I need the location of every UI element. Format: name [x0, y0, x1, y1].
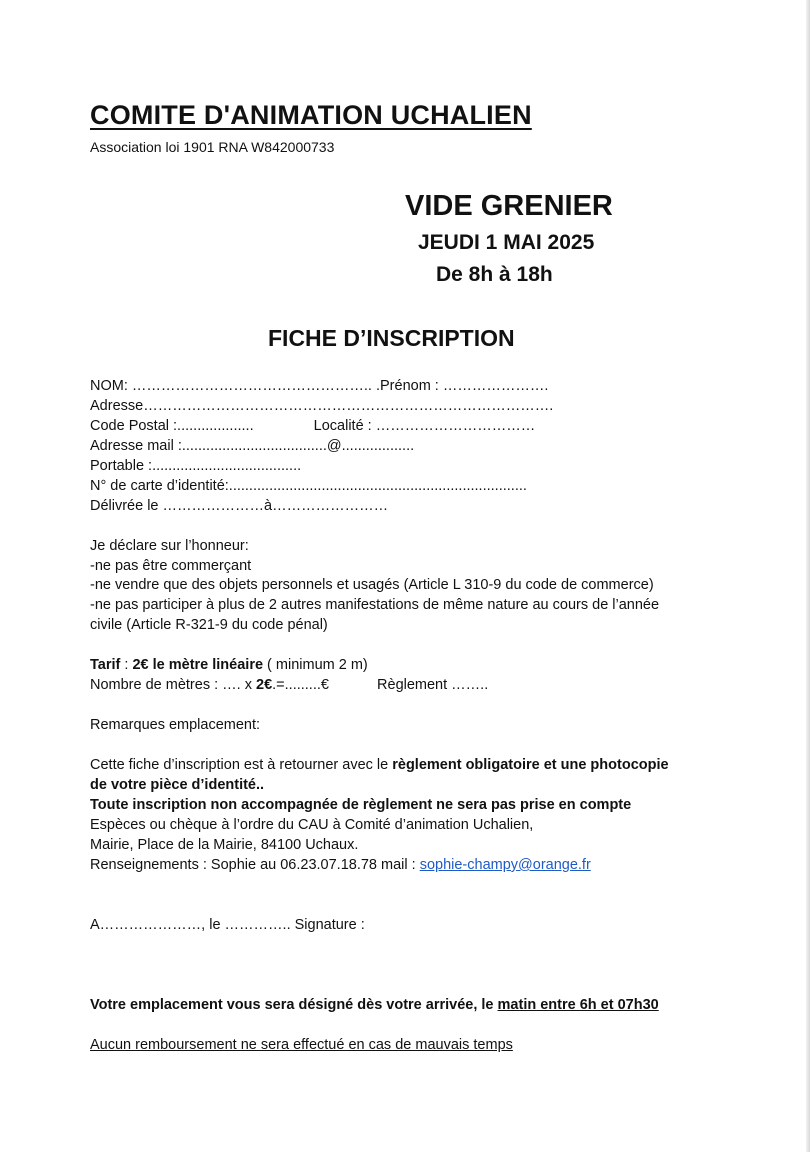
- field-localite-label: Localité : ……………………………: [313, 418, 536, 434]
- info-line-bold: de votre pièce d’identité..: [90, 777, 265, 793]
- info-contact-text: Renseignements : Sophie au 06.23.07.18.78 mail :: [90, 857, 420, 873]
- metres-label: Nombre de mètres : …. x: [90, 677, 256, 693]
- field-adresse: Adresse………………………………………………………………………….: [90, 398, 554, 414]
- field-delivree: Délivrée le …………………à……………………: [90, 498, 389, 514]
- field-carte-identite: N° de carte d’identité:..........................................................................: [90, 478, 527, 494]
- footer-notice: [90, 995, 659, 1015]
- event-hours: De 8h à 18h: [436, 263, 553, 286]
- info-payment: Espèces ou chèque à l’ordre du CAU à Comité d’animation Uchalien,: [90, 817, 534, 833]
- tarif-price: 2€ le mètre linéaire: [132, 657, 264, 673]
- info-address: Mairie, Place de la Mairie, 84100 Uchaux.: [90, 837, 359, 853]
- email-link[interactable]: sophie-champy@orange.fr: [419, 857, 591, 873]
- footer-notice-text: Votre emplacement vous sera désigné dès votre arrivée, le: [90, 997, 498, 1013]
- tarif-sep: :: [120, 657, 133, 673]
- form-title: FICHE D’INSCRIPTION: [268, 325, 515, 351]
- metres-price: 2€: [256, 677, 273, 693]
- tarif-label: Tarif: [90, 657, 121, 673]
- field-portable: Portable :.....................................: [90, 458, 302, 474]
- reglement-label: Règlement ……..: [377, 677, 489, 693]
- field-code-postal-label: Code Postal :...................: [90, 418, 254, 434]
- info-warning: Toute inscription non accompagnée de règlement ne sera pas prise en compte: [90, 797, 632, 813]
- association-title: COMITE D'ANIMATION UCHALIEN: [90, 100, 532, 130]
- declaration-item: -ne pas participer à plus de 2 autres manifestations de même nature au cours de l’année: [90, 597, 660, 613]
- metres-line: [90, 675, 488, 695]
- info-line: [90, 755, 669, 775]
- page-edge: [806, 0, 810, 1152]
- info-contact: [90, 855, 591, 875]
- declaration-item-continued: civile (Article R-321-9 du code pénal): [90, 617, 328, 633]
- event-date: JEUDI 1 MAI 2025: [418, 231, 595, 254]
- declaration-item: -ne vendre que des objets personnels et usagés (Article L 310-9 du code de commerce): [90, 577, 654, 593]
- event-title: VIDE GRENIER: [405, 190, 613, 222]
- field-email: Adresse mail :....................................@..................: [90, 438, 415, 454]
- tarif-minimum: ( minimum 2 m): [263, 657, 368, 673]
- field-nom-prenom: NOM: ………………………………………….. .Prénom : ………………….: [90, 378, 549, 394]
- footer-refund: Aucun remboursement ne sera effectué en cas de mauvais temps: [90, 1037, 513, 1053]
- declaration-item: -ne pas être commerçant: [90, 558, 252, 574]
- remarques-emplacement: Remarques emplacement:: [90, 717, 261, 733]
- info-text: Cette fiche d’inscription est à retourner avec le: [90, 757, 393, 773]
- signature-line: A…………………, le ………….. Signature :: [90, 917, 365, 933]
- footer-notice-time: matin entre 6h et 07h30: [497, 997, 659, 1013]
- association-subtitle: Association loi 1901 RNA W842000733: [90, 139, 335, 155]
- tarif-line: [90, 655, 368, 675]
- metres-total: .=.........€: [272, 677, 329, 693]
- declaration-intro: Je déclare sur l’honneur:: [90, 538, 249, 554]
- info-bold: règlement obligatoire et une photocopie: [392, 757, 669, 773]
- field-code-postal: [90, 416, 535, 436]
